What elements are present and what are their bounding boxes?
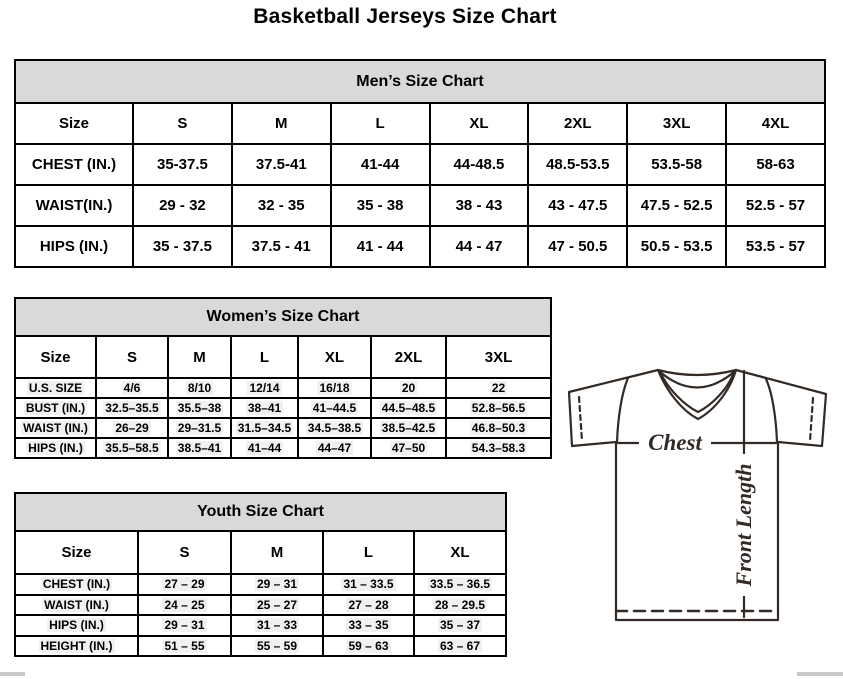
row-label [15, 636, 138, 657]
table-row [15, 438, 551, 458]
cell-text: HEIGHT (IN.) [40, 638, 113, 653]
data-cell [414, 636, 506, 657]
data-cell: 35 - 37.5 [133, 226, 232, 267]
row-label [15, 574, 138, 595]
cell-text: 28 – 29.5 [434, 597, 486, 612]
row-label [15, 378, 96, 398]
row-label [15, 398, 96, 418]
data-cell [231, 378, 298, 398]
data-cell [298, 418, 371, 438]
data-cell [96, 438, 168, 458]
row-label: HIPS (IN.) [15, 226, 133, 267]
cell-text: 44.5–48.5 [381, 401, 436, 415]
cell-text: HIPS (IN.) [28, 441, 83, 455]
table-row [15, 378, 551, 398]
cell-text: 41–44.5 [312, 401, 357, 415]
mens-size-table [14, 59, 826, 268]
horizontal-scrollbar-fragment-left[interactable] [0, 672, 25, 676]
cell-text: 29–31.5 [177, 421, 222, 435]
table-header-row [15, 336, 551, 378]
data-cell [323, 636, 414, 657]
cell-text: 22 [491, 381, 506, 395]
data-cell: 58-63 [726, 144, 825, 185]
header-cell: L [331, 103, 430, 144]
data-cell [231, 418, 298, 438]
cell-text: HIPS (IN.) [49, 618, 104, 633]
youth-table-title: Youth Size Chart [15, 493, 506, 531]
table-header-row [15, 531, 506, 574]
header-cell: M [232, 103, 331, 144]
header-cell: Size [15, 103, 133, 144]
table-row [15, 615, 506, 636]
header-cell: 4XL [726, 103, 825, 144]
womens-table-title: Women’s Size Chart [15, 298, 551, 336]
cell-text: 35.5–58.5 [105, 441, 159, 455]
table-row [15, 636, 506, 657]
data-cell [231, 595, 323, 616]
header-cell: 2XL [528, 103, 627, 144]
data-cell [96, 378, 168, 398]
cell-text: 44–47 [317, 441, 352, 455]
table-band-row [15, 493, 506, 531]
table-row [15, 418, 551, 438]
data-cell [168, 438, 231, 458]
data-cell [371, 398, 446, 418]
table-band-row [15, 298, 551, 336]
cell-text: 59 – 63 [348, 638, 389, 653]
data-cell [231, 398, 298, 418]
header-cell: XL [414, 531, 506, 574]
data-cell [298, 438, 371, 458]
data-cell [446, 378, 551, 398]
data-cell: 37.5-41 [232, 144, 331, 185]
data-cell [298, 378, 371, 398]
data-cell [371, 418, 446, 438]
header-cell: 3XL [446, 336, 551, 378]
data-cell: 35-37.5 [133, 144, 232, 185]
table-row [15, 398, 551, 418]
header-cell: S [96, 336, 168, 378]
table-row [15, 574, 506, 595]
womens-size-table [14, 297, 552, 459]
left-armhole-seam [617, 378, 628, 442]
data-cell: 47.5 - 52.5 [627, 185, 726, 226]
data-cell [323, 574, 414, 595]
mens-table-title: Men’s Size Chart [15, 60, 825, 103]
header-cell: 2XL [371, 336, 446, 378]
data-cell: 37.5 - 41 [232, 226, 331, 267]
cell-text: 12/14 [249, 381, 280, 395]
cell-text: 38.5–41 [177, 441, 222, 455]
table-row [15, 144, 825, 185]
front-length-label: Front Length [731, 463, 756, 587]
cell-text: 31 – 33.5 [343, 577, 394, 592]
row-label: CHEST (IN.) [15, 144, 133, 185]
cell-text: 46.8–50.3 [471, 421, 526, 435]
cell-text: 31 – 33 [256, 618, 298, 633]
cell-text: 27 – 29 [164, 577, 205, 592]
header-cell: 3XL [627, 103, 726, 144]
cell-text: 27 – 28 [348, 597, 389, 612]
cell-text: 26–29 [115, 421, 149, 435]
data-cell [414, 574, 506, 595]
data-cell [414, 615, 506, 636]
row-label: WAIST(IN.) [15, 185, 133, 226]
data-cell: 44-48.5 [430, 144, 529, 185]
cell-text: 25 – 27 [256, 597, 298, 612]
table-band-row [15, 60, 825, 103]
cell-text: 35 – 37 [439, 618, 481, 633]
header-cell: Size [15, 531, 138, 574]
cell-text: 20 [401, 381, 416, 395]
cell-text: 52.8–56.5 [471, 401, 526, 415]
right-cuff-dashes [810, 398, 813, 441]
header-cell: L [323, 531, 414, 574]
cell-text: 29 – 31 [256, 577, 298, 592]
data-cell [323, 595, 414, 616]
cell-text: 33 – 35 [348, 618, 389, 633]
data-cell: 53.5 - 57 [726, 226, 825, 267]
cell-text: 8/10 [187, 381, 212, 395]
table-row [15, 185, 825, 226]
data-cell [231, 438, 298, 458]
cell-text: 54.3–58.3 [471, 441, 526, 455]
table-row [15, 226, 825, 267]
data-cell [96, 418, 168, 438]
data-cell [231, 574, 323, 595]
data-cell: 47 - 50.5 [528, 226, 627, 267]
data-cell: 41 - 44 [331, 226, 430, 267]
jersey-measurement-diagram [555, 353, 843, 675]
cell-text: 33.5 – 36.5 [429, 577, 491, 592]
cell-text: 34.5–38.5 [307, 421, 362, 435]
right-armhole-seam [766, 379, 777, 442]
data-cell [231, 636, 323, 657]
data-cell [138, 574, 231, 595]
data-cell [138, 595, 231, 616]
data-cell [96, 398, 168, 418]
header-cell: S [138, 531, 231, 574]
youth-size-table [14, 492, 507, 657]
collar-inner-v [660, 372, 734, 412]
data-cell [168, 418, 231, 438]
data-cell: 48.5-53.5 [528, 144, 627, 185]
cell-text: 47–50 [391, 441, 426, 455]
data-cell: 35 - 38 [331, 185, 430, 226]
data-cell: 50.5 - 53.5 [627, 226, 726, 267]
data-cell [168, 378, 231, 398]
header-cell: Size [15, 336, 96, 378]
cell-text: 16/18 [319, 381, 350, 395]
data-cell: 29 - 32 [133, 185, 232, 226]
cell-text: 55 – 59 [256, 638, 298, 653]
header-cell: M [231, 531, 323, 574]
header-cell: L [231, 336, 298, 378]
cell-text: 24 – 25 [164, 597, 205, 612]
data-cell [446, 418, 551, 438]
row-label [15, 595, 138, 616]
header-cell: XL [298, 336, 371, 378]
row-label [15, 418, 96, 438]
data-cell: 53.5-58 [627, 144, 726, 185]
data-cell [231, 615, 323, 636]
cell-text: 31.5–34.5 [237, 421, 292, 435]
data-cell [371, 378, 446, 398]
horizontal-scrollbar-fragment-right[interactable] [797, 672, 843, 676]
cell-text: 51 – 55 [164, 638, 205, 653]
row-label [15, 438, 96, 458]
data-cell [414, 595, 506, 616]
data-cell: 41-44 [331, 144, 430, 185]
data-cell [323, 615, 414, 636]
data-cell [138, 636, 231, 657]
table-header-row [15, 103, 825, 144]
data-cell [371, 438, 446, 458]
page-title: Basketball Jerseys Size Chart [253, 5, 557, 28]
data-cell [168, 398, 231, 418]
table-row [15, 595, 506, 616]
collar-top-line [658, 370, 736, 375]
cell-text: 35.5–38 [177, 401, 222, 415]
cell-text: 32.5–35.5 [105, 401, 159, 415]
left-cuff-dashes [579, 397, 582, 441]
cell-text: CHEST (IN.) [42, 577, 111, 592]
data-cell: 43 - 47.5 [528, 185, 627, 226]
cell-text: 4/6 [123, 381, 141, 395]
data-cell [446, 438, 551, 458]
cell-text: BUST (IN.) [25, 401, 86, 415]
cell-text: WAIST (IN.) [44, 597, 109, 612]
cell-text: 29 – 31 [164, 618, 205, 633]
cell-text: 38.5–42.5 [381, 421, 436, 435]
data-cell [446, 398, 551, 418]
header-cell: S [133, 103, 232, 144]
cell-text: 38–41 [247, 401, 282, 415]
row-label [15, 615, 138, 636]
cell-text: 63 – 67 [439, 638, 481, 653]
chest-label: Chest [648, 430, 702, 455]
data-cell [138, 615, 231, 636]
data-cell: 44 - 47 [430, 226, 529, 267]
header-cell: XL [430, 103, 529, 144]
data-cell: 38 - 43 [430, 185, 529, 226]
header-cell: M [168, 336, 231, 378]
data-cell: 32 - 35 [232, 185, 331, 226]
data-cell: 52.5 - 57 [726, 185, 825, 226]
cell-text: U.S. SIZE [28, 381, 83, 395]
data-cell [298, 398, 371, 418]
cell-text: WAIST (IN.) [23, 421, 88, 435]
cell-text: 41–44 [247, 441, 282, 455]
jersey-outline [569, 370, 826, 620]
